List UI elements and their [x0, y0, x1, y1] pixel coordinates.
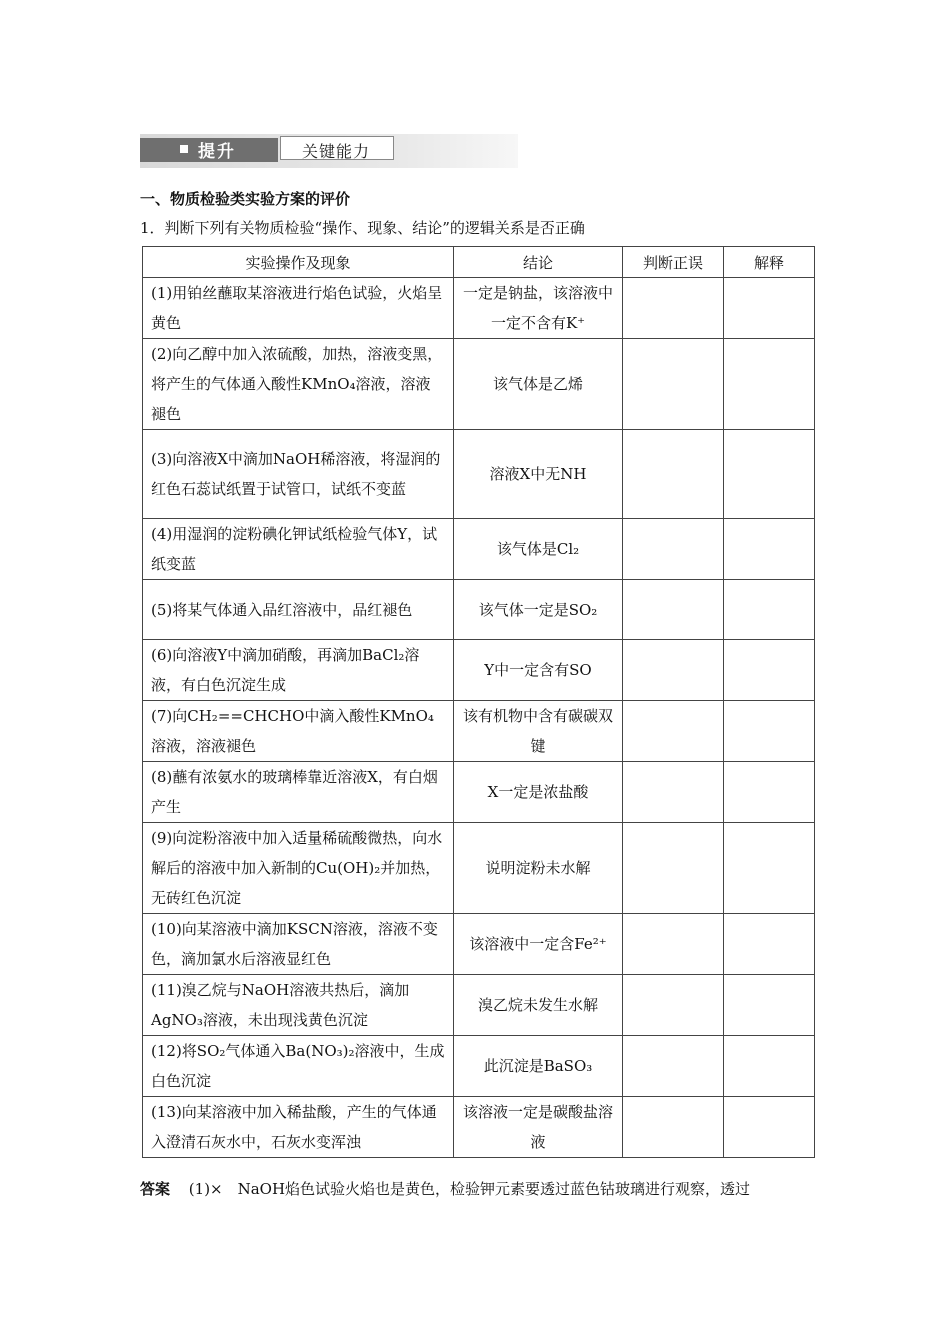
section-banner: [140, 134, 518, 168]
judgement-cell[interactable]: [623, 1036, 724, 1097]
conclusion-cell: 溴乙烷未发生水解: [454, 975, 623, 1036]
operation-cell: (12)将SO₂气体通入Ba(NO₃)₂溶液中，生成白色沉淀: [143, 1036, 454, 1097]
operation-cell: (13)向某溶液中加入稀盐酸，产生的气体通入澄清石灰水中，石灰水变浑浊: [143, 1097, 454, 1158]
explanation-cell[interactable]: [724, 762, 815, 823]
conclusion-cell: 一定是钠盐，该溶液中一定不含有K⁺: [454, 278, 623, 339]
banner-tag-secondary: 关键能力: [302, 142, 371, 161]
explanation-cell[interactable]: [724, 640, 815, 701]
section-heading: 一、物质检验类实验方案的评价: [140, 190, 351, 208]
header-operation: 实验操作及现象: [143, 247, 454, 278]
judgement-cell[interactable]: [623, 519, 724, 580]
judgement-cell[interactable]: [623, 640, 724, 701]
operation-cell: (5)将某气体通入品红溶液中，品红褪色: [143, 580, 454, 640]
explanation-cell[interactable]: [724, 430, 815, 519]
operation-cell: (9)向淀粉溶液中加入适量稀硫酸微热，向水解后的溶液中加入新制的Cu(OH)₂并加热，无砖红色沉淀: [143, 823, 454, 914]
explanation-cell[interactable]: [724, 1036, 815, 1097]
judgement-cell[interactable]: [623, 430, 724, 519]
table-row: [143, 580, 815, 640]
operation-cell: (2)向乙醇中加入浓硫酸，加热，溶液变黑，将产生的气体通入酸性KMnO₄溶液，溶液褪色: [143, 339, 454, 430]
answer-line: [140, 1178, 750, 1199]
judgement-cell[interactable]: [623, 914, 724, 975]
conclusion-cell: 该有机物中含有碳碳双键: [454, 701, 623, 762]
judgement-cell[interactable]: [623, 823, 724, 914]
operation-cell: (1)用铂丝蘸取某溶液进行焰色试验，火焰呈黄色: [143, 278, 454, 339]
square-bullet-icon: [180, 145, 188, 153]
judgement-cell[interactable]: [623, 339, 724, 430]
judgement-cell[interactable]: [623, 762, 724, 823]
answer-text: (1)× NaOH焰色试验火焰也是黄色，检验钾元素要透过蓝色钴玻璃进行观察，透过: [188, 1180, 751, 1198]
judgement-cell[interactable]: [623, 1097, 724, 1158]
judgement-cell[interactable]: [623, 701, 724, 762]
table-row: [143, 975, 815, 1036]
table-row: [143, 430, 815, 519]
table-row: [143, 1036, 815, 1097]
question-text: 1．判断下列有关物质检验“操作、现象、结论”的逻辑关系是否正确: [140, 219, 585, 237]
header-conclusion: 结论: [454, 247, 623, 278]
operation-cell: (3)向溶液X中滴加NaOH稀溶液，将湿润的红色石蕊试纸置于试管口，试纸不变蓝: [143, 430, 454, 519]
explanation-cell[interactable]: [724, 519, 815, 580]
operation-cell: (4)用湿润的淀粉碘化钾试纸检验气体Y，试纸变蓝: [143, 519, 454, 580]
header-explanation: 解释: [724, 247, 815, 278]
conclusion-cell: 该气体是Cl₂: [454, 519, 623, 580]
conclusion-cell: 该溶液一定是碳酸盐溶液: [454, 1097, 623, 1158]
explanation-cell[interactable]: [724, 701, 815, 762]
judgement-cell[interactable]: [623, 975, 724, 1036]
table-row: [143, 1097, 815, 1158]
table-row: [143, 914, 815, 975]
operation-cell: (8)蘸有浓氨水的玻璃棒靠近溶液X，有白烟产生: [143, 762, 454, 823]
operation-cell: (7)向CH₂==CHCHO中滴入酸性KMnO₄溶液，溶液褪色: [143, 701, 454, 762]
conclusion-cell: X一定是浓盐酸: [454, 762, 623, 823]
table-row: [143, 278, 815, 339]
table-row: [143, 339, 815, 430]
conclusion-cell: 溶液X中无NH: [454, 430, 623, 519]
conclusion-cell: 该气体是乙烯: [454, 339, 623, 430]
operation-cell: (6)向溶液Y中滴加硝酸，再滴加BaCl₂溶液，有白色沉淀生成: [143, 640, 454, 701]
explanation-cell[interactable]: [724, 339, 815, 430]
evaluation-table: [142, 246, 815, 1158]
explanation-cell[interactable]: [724, 1097, 815, 1158]
explanation-cell[interactable]: [724, 914, 815, 975]
conclusion-cell: Y中一定含有SO: [454, 640, 623, 701]
table-header-row: [143, 247, 815, 278]
explanation-cell[interactable]: [724, 278, 815, 339]
conclusion-cell: 该气体一定是SO₂: [454, 580, 623, 640]
table-row: [143, 519, 815, 580]
conclusion-cell: 此沉淀是BaSO₃: [454, 1036, 623, 1097]
explanation-cell[interactable]: [724, 975, 815, 1036]
table-row: [143, 762, 815, 823]
conclusion-cell: 该溶液中一定含Fe²⁺: [454, 914, 623, 975]
explanation-cell[interactable]: [724, 580, 815, 640]
operation-cell: (10)向某溶液中滴加KSCN溶液，溶液不变色，滴加氯水后溶液显红色: [143, 914, 454, 975]
header-judgement: 判断正误: [623, 247, 724, 278]
table-row: [143, 823, 815, 914]
banner-tag-primary: 提升: [198, 142, 236, 162]
conclusion-cell: 说明淀粉未水解: [454, 823, 623, 914]
table-row: [143, 640, 815, 701]
answer-label: 答案: [140, 1180, 171, 1198]
judgement-cell[interactable]: [623, 580, 724, 640]
operation-cell: (11)溴乙烷与NaOH溶液共热后，滴加AgNO₃溶液，未出现浅黄色沉淀: [143, 975, 454, 1036]
explanation-cell[interactable]: [724, 823, 815, 914]
table-row: [143, 701, 815, 762]
judgement-cell[interactable]: [623, 278, 724, 339]
